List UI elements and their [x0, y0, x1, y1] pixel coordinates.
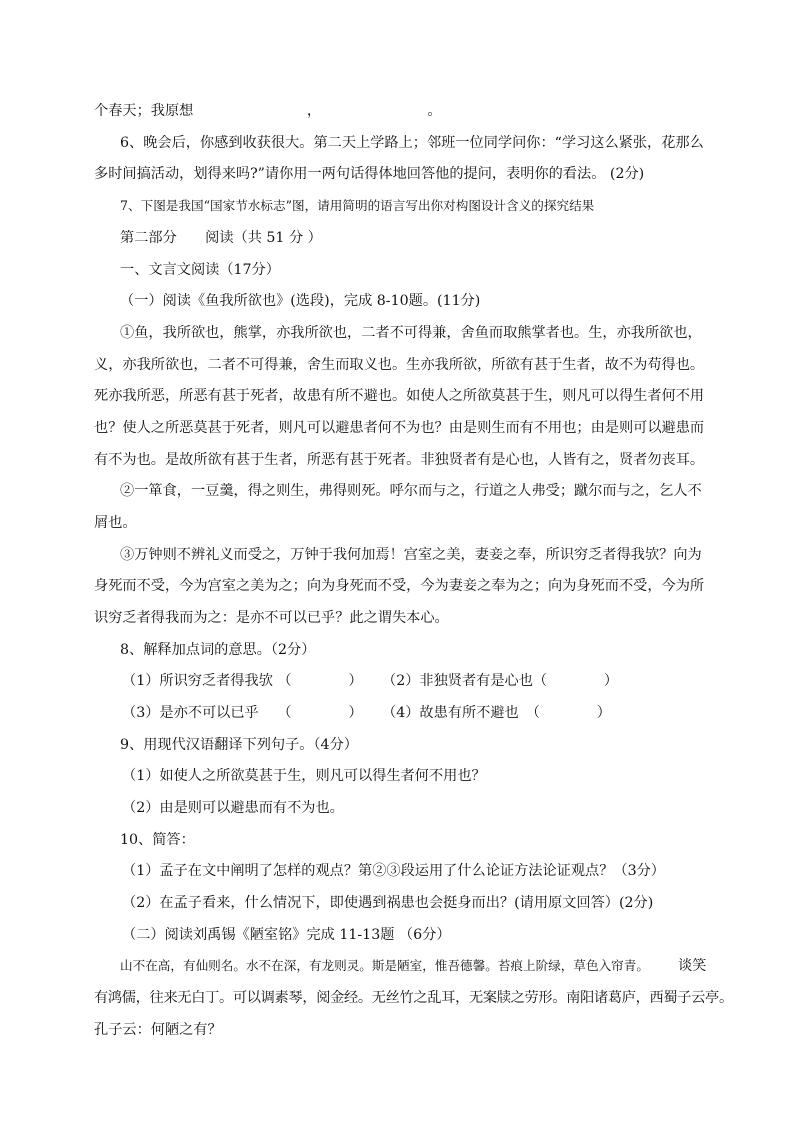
poem-line-tail: 谈笑 — [678, 958, 707, 974]
question-8-item-4: （4）故患有所不避也 （ ） — [382, 705, 611, 721]
question-9-item-1: （1）如使人之所欲莫甚于生，则凡可以得生者何不用也？ — [122, 768, 486, 784]
question-8-item-3: （3）是亦不可以已乎 （ ） — [122, 705, 363, 721]
reading-1-heading: （一）阅读《鱼我所欲也》(选段)，完成 8-10题。(11分) — [120, 293, 481, 309]
question-8-item-2: （2）非独贤者有是心也（ ） — [382, 673, 619, 689]
passage-line: ③万钟则不辨礼义而受之，万钟于我何加焉！宫室之美，妻妾之奉，所识穷乏者得我欤？向为 — [120, 547, 702, 563]
question-7: 7、下图是我国“国家节水标志”图，请用简明的语言写出你对构图设计含义的探究结果 — [120, 198, 595, 213]
question-9: 9、用现代汉语翻译下列句子。（4分） — [120, 737, 358, 753]
passage-line: ②一箪食，一豆羹，得之则生，弗得则死。呼尔而与之，行道之人弗受；蹴尔而与之，乞人不 — [120, 483, 702, 499]
question-9-item-2: （2）由是则可以避患而有不为也。 — [122, 800, 344, 816]
passage-line: 身死而不受，今为宫室之美为之；向为身死而不受，今为妻妾之奉为之；向为身死而不受，今为所 — [94, 578, 705, 594]
subsection-heading: 一、文言文阅读（17分） — [120, 262, 280, 278]
section-heading: 第二部分 阅读（共 51 分 ） — [120, 230, 322, 246]
question-8: 8、解释加点词的意思。（2分） — [120, 642, 316, 658]
question-10: 10、简答： — [120, 832, 195, 848]
passage-line: 屑也。 — [94, 515, 137, 531]
passage-line: 死亦我所恶，所恶有甚于死者，故患有所不避也。如使人之所欲莫甚于生，则凡可以得生者何不用 — [94, 388, 705, 404]
poem-line: 有鸿儒，往来无白丁。可以调素琴，阅金经。无丝竹之乱耳，无案牍之劳形。南阳诸葛庐，西蜀子云亭。 — [94, 990, 733, 1006]
passage-line: 识穷乏者得我而为之：是亦不可以已乎？此之谓失本心。 — [94, 610, 449, 626]
question-6-line-1: 6、晚会后，你感到收获很大。第二天上学路上；邻班一位同学问你：“学习这么紧张，花那么 — [120, 135, 704, 151]
text-line: 个春天；我原想 ， 。 — [94, 103, 442, 119]
question-10-item-2: （2）在孟子看来，什么情况下，即使遇到祸患也会挺身而出？(请用原文回答）(2分) — [122, 895, 654, 911]
question-6-line-2: 多时间搞活动，划得来吗?”请你用一两句话得体地回答他的提问，表明你的看法。 (2分) — [94, 166, 645, 182]
reading-2-heading: （二）阅读刘禹锡《陋室铭》完成 11-13题 （6分） — [122, 927, 451, 943]
passage-line: ①鱼，我所欲也，熊掌，亦我所欲也，二者不可得兼，舍鱼而取熊掌者也。生，亦我所欲也， — [120, 325, 702, 341]
question-8-item-1: （1）所识穷乏者得我欤 （ ） — [122, 673, 363, 689]
question-10-item-1: （1）孟子在文中阐明了怎样的观点？第②③段运用了什么论证方法论证观点？（3分） — [122, 863, 665, 879]
poem-line: 孔子云：何陋之有？ — [94, 1022, 222, 1038]
passage-line: 有不为也。是故所欲有甚于生者，所恶有甚于死者。非独贤者有是心也，人皆有之，贤者勿丧耳。 — [94, 452, 705, 468]
poem-line: 山不在高，有仙则名。水不在深，有龙则灵。斯是陋室，惟吾德馨。苔痕上阶绿，草色入帘青。 — [120, 958, 649, 973]
passage-line: 也？使人之所恶莫甚于死者，则凡可以避患者何不为也？由是则生而有不用也；由是则可以避患而 — [94, 420, 705, 436]
passage-line: 义，亦我所欲也，二者不可得兼，舍生而取义也。生亦我所欲，所欲有甚于生者，故不为苟得也。 — [94, 357, 705, 373]
